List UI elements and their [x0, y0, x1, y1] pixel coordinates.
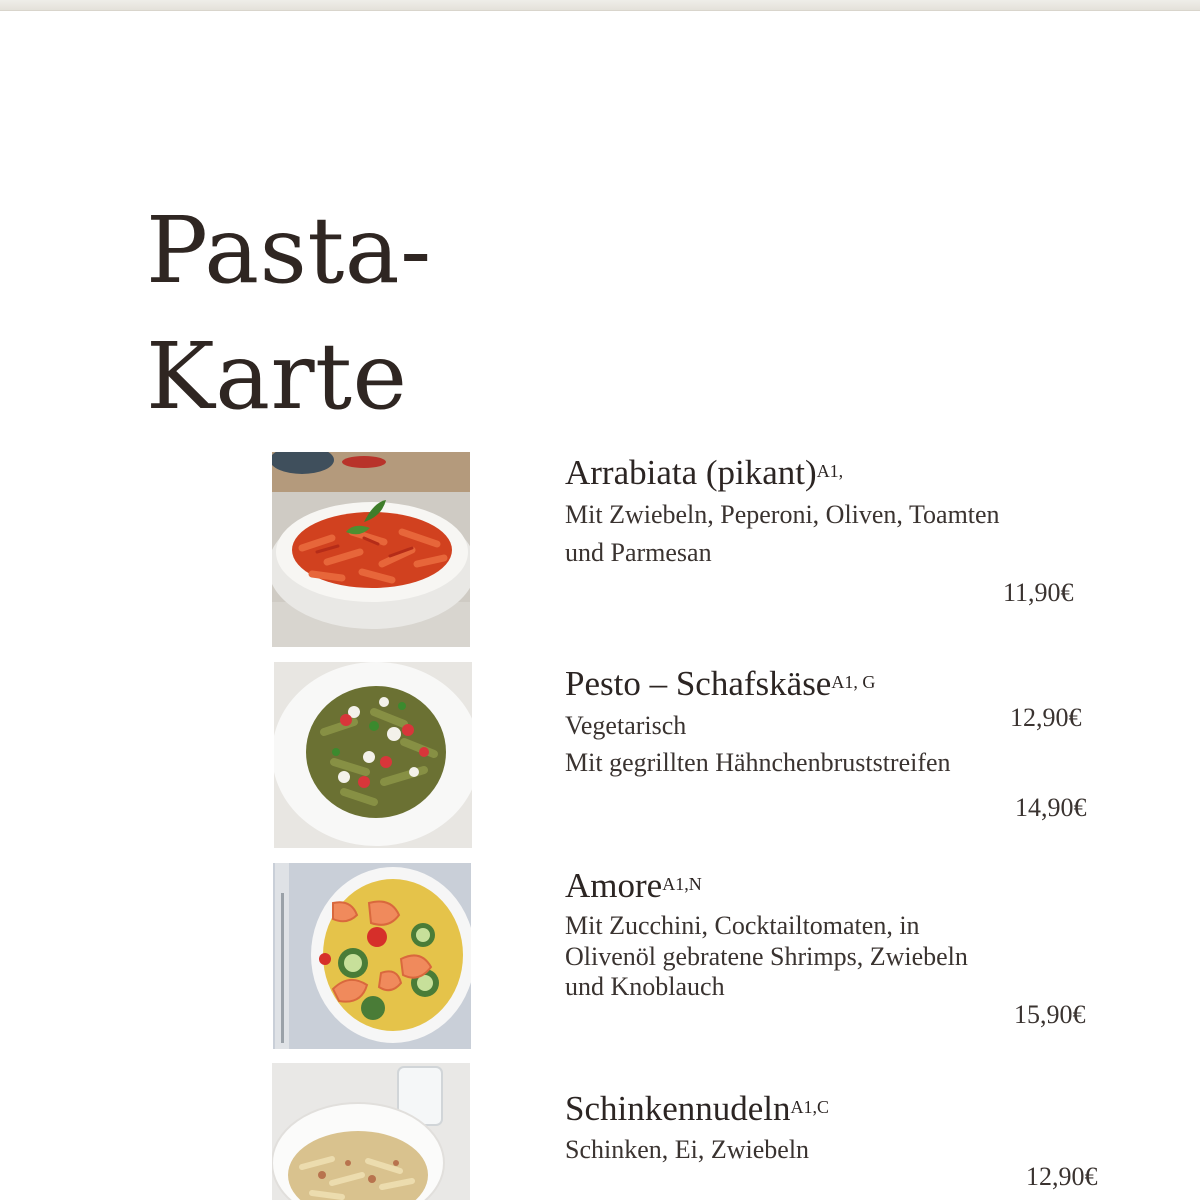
dish-name [565, 664, 875, 704]
dish-name [565, 1089, 829, 1129]
ham-pasta-photo [272, 1063, 470, 1200]
allergen-codes: A1, [816, 461, 844, 481]
dish-name-text: Arrabiata (pikant) [565, 453, 817, 492]
dish-description-line: Olivenöl gebratene Shrimps, Zwiebeln [565, 942, 968, 971]
dish-option-haehnchen: Mit gegrillten Hähnchenbruststreifen [565, 748, 951, 777]
shrimp-pasta-photo [273, 863, 471, 1049]
allergen-codes: A1, G [831, 672, 876, 692]
allergen-codes: A1,C [790, 1097, 830, 1117]
pesto-pasta-photo [274, 662, 472, 848]
dish-name [565, 453, 843, 493]
page-top-border [0, 0, 1200, 11]
menu-item-amore [565, 866, 702, 906]
dish-price-vegetarisch: 12,90€ [1010, 703, 1082, 732]
menu-item-arrabiata [565, 453, 843, 493]
dish-description-line: Mit Zucchini, Cocktailtomaten, in [565, 911, 920, 940]
dish-description-line: Schinken, Ei, Zwiebeln [565, 1135, 810, 1164]
title-line-2: Karte [146, 323, 408, 430]
dish-price: 11,90€ [1003, 578, 1074, 607]
dish-description-line: und Knoblauch [565, 972, 725, 1001]
title-line-1: Pasta- [146, 197, 432, 304]
dish-price: 12,90€ [1026, 1162, 1098, 1191]
menu-item-schinkennudeln [565, 1089, 829, 1129]
dish-name-text: Pesto – Schafskäse [565, 664, 832, 703]
dish-name-text: Schinkennudeln [565, 1089, 791, 1128]
penne-arrabiata-photo [272, 452, 470, 647]
allergen-codes: A1,N [662, 874, 702, 894]
dish-option-vegetarisch: Vegetarisch [565, 711, 687, 740]
page-title [146, 188, 432, 440]
menu-item-pesto-schafskaese [565, 664, 875, 704]
dish-price: 15,90€ [1014, 1000, 1086, 1029]
dish-name [565, 866, 702, 906]
dish-price-haehnchen: 14,90€ [1015, 793, 1087, 822]
dish-description-line: Mit Zwiebeln, Peperoni, Oliven, Toamten [565, 500, 1000, 529]
dish-name-text: Amore [565, 866, 663, 905]
dish-description-line: und Parmesan [565, 538, 712, 567]
